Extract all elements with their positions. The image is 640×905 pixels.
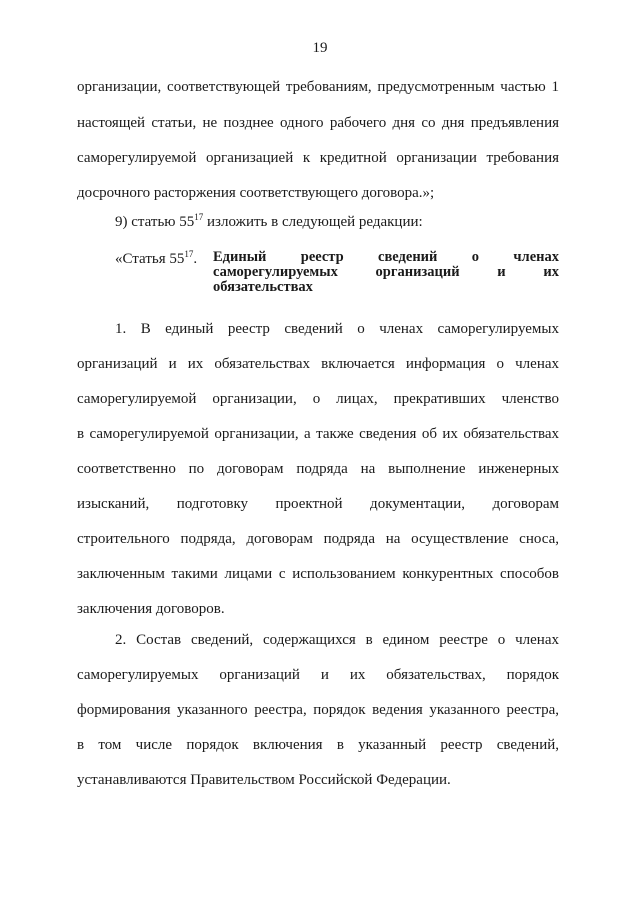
text-line: устанавливаются Правительством Российской Федерации.: [77, 772, 451, 788]
text-line: соответственно по договорам подряда на выполнение инженерных: [77, 461, 559, 477]
text-line: 1. В единый реестр сведений о членах саморегулируемых: [115, 321, 559, 337]
article-title-line: обязательствах: [213, 279, 313, 295]
text-line: 2. Состав сведений, содержащихся в едином реестре о членах: [115, 632, 559, 648]
article-label-suffix: .: [193, 251, 198, 267]
text-line: саморегулируемых организаций и их обязательствах, порядок: [77, 667, 559, 683]
text-line: досрочного расторжения соответствующего договора.»;: [77, 185, 435, 201]
text-line: строительного подряда, договорам подряда на осуществление сноса,: [77, 531, 559, 547]
text-line: организации, соответствующей требованиям, предусмотренным частью 1: [77, 79, 559, 95]
article-heading: [115, 250, 559, 306]
text-line: заключения договоров.: [77, 601, 225, 617]
text-line: заключенным такими лицами с использованием конкурентных способов: [77, 566, 559, 582]
text-line: изысканий, подготовку проектной документации, договорам: [77, 496, 559, 512]
text-line: в том числе порядок включения в указанный реестр сведений,: [77, 737, 559, 753]
item-9-line: [115, 213, 559, 231]
item-9-sup: 17: [194, 212, 204, 222]
text-line: организаций и их обязательствах включается информация о членах: [77, 356, 559, 372]
item-9-suffix: изложить в следующей редакции:: [203, 214, 423, 230]
article-title-line: Единый реестр сведений о членах: [213, 249, 559, 265]
article-label-prefix: «Статья 55: [115, 251, 185, 267]
article-label: [115, 250, 197, 268]
text-line: в саморегулируемой организации, а также сведения об их обязательствах: [77, 426, 559, 442]
page-number: 19: [312, 40, 328, 56]
article-label-sup: 17: [184, 249, 194, 259]
text-line: настоящей статьи, не позднее одного рабочего дня со дня предъявления: [77, 115, 559, 131]
text-line: саморегулируемой организации, о лицах, прекративших членство: [77, 391, 559, 407]
article-title: [213, 250, 559, 295]
item-9-prefix: 9) статью 55: [115, 214, 195, 230]
text-line: саморегулируемой организацией к кредитной организации требования: [77, 150, 559, 166]
text-line: формирования указанного реестра, порядок ведения указанного реестра,: [77, 702, 559, 718]
article-title-line: саморегулируемых организаций и их: [213, 264, 559, 280]
